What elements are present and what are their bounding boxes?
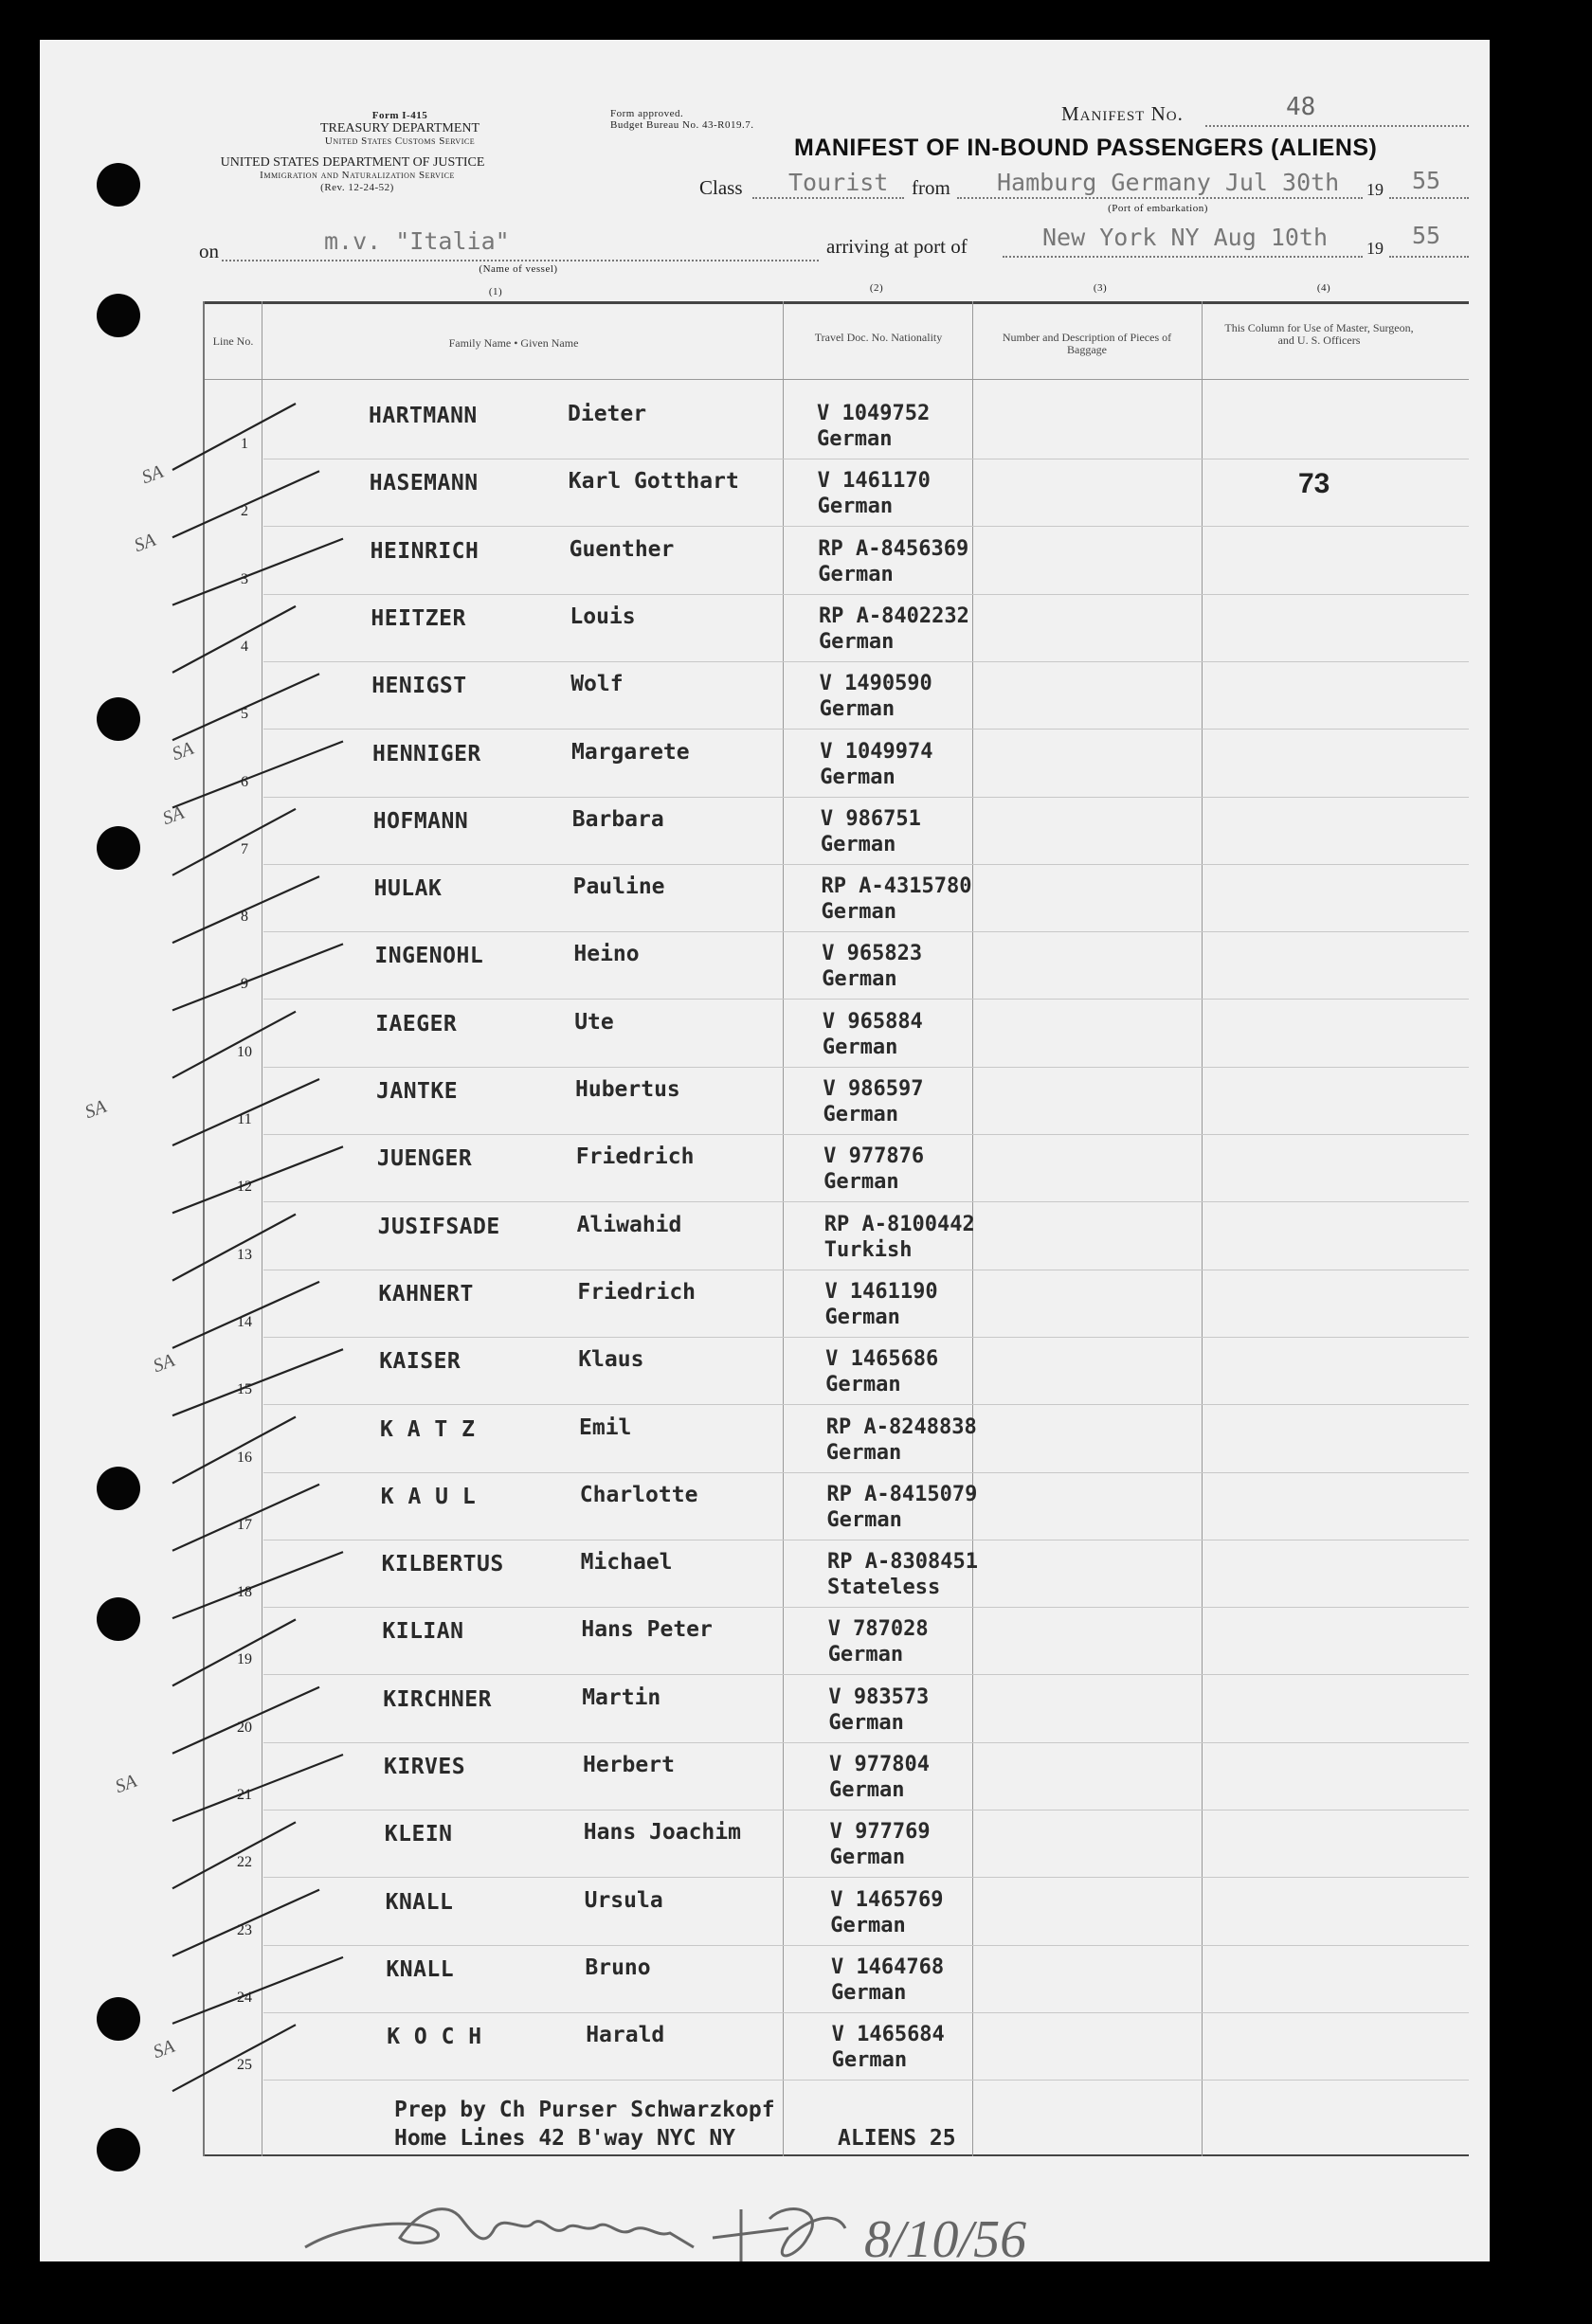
family-name: KILIAN bbox=[382, 1619, 464, 1645]
margin-note: SA bbox=[150, 2035, 178, 2063]
given-name: Ute bbox=[574, 1009, 614, 1035]
col-header-travel: Travel Doc. No. Nationality bbox=[814, 331, 943, 344]
line-number: 20 bbox=[237, 1719, 252, 1736]
travel-doc: V 1464768 bbox=[830, 1955, 945, 1979]
line-number: 3 bbox=[241, 570, 248, 587]
manifest-no-label: Manifest No. bbox=[1061, 102, 1184, 125]
family-name: KAHNERT bbox=[378, 1281, 474, 1306]
prep-by: Prep by Ch Purser Schwarzkopf bbox=[394, 2098, 775, 2122]
given-name: Hubertus bbox=[575, 1077, 680, 1102]
ins-label: Immigration and Naturalization Service bbox=[260, 170, 455, 181]
check-mark bbox=[172, 809, 296, 875]
margin-note: SA bbox=[131, 529, 159, 557]
vessel-caption: (Name of vessel) bbox=[479, 263, 558, 275]
family-name: KNALL bbox=[385, 1889, 454, 1915]
family-name: IAEGER bbox=[375, 1011, 458, 1036]
given-name: Dieter bbox=[568, 402, 647, 426]
given-name: Hans Joachim bbox=[583, 1820, 741, 1846]
line-number: 24 bbox=[237, 1989, 252, 2006]
given-name: Heino bbox=[573, 942, 640, 967]
nationality: German bbox=[823, 1170, 899, 1195]
nationality: German bbox=[829, 1846, 906, 1870]
line-number: 10 bbox=[237, 1043, 252, 1060]
travel-doc: V 977804 bbox=[829, 1753, 930, 1776]
nationality: Turkish bbox=[823, 1237, 913, 1262]
line-number: 21 bbox=[237, 1787, 252, 1803]
check-mark bbox=[172, 471, 319, 537]
nationality: German bbox=[818, 562, 894, 586]
binder-hole bbox=[97, 2128, 140, 2171]
margin-note: SA bbox=[159, 802, 188, 830]
family-name: K O C H bbox=[387, 2025, 482, 2050]
margin-note: SA bbox=[150, 1349, 178, 1378]
nationality: German bbox=[818, 629, 895, 654]
family-name: HENNIGER bbox=[372, 741, 481, 766]
checkmarks-layer bbox=[40, 40, 1490, 2261]
travel-doc: V 986751 bbox=[820, 806, 921, 831]
given-name: Wolf bbox=[570, 672, 624, 697]
given-name: Louis bbox=[570, 604, 636, 629]
check-mark bbox=[172, 1282, 319, 1348]
nationality: German bbox=[820, 832, 896, 856]
check-mark bbox=[172, 2025, 296, 2091]
family-name: HOFMANN bbox=[372, 808, 469, 834]
check-mark bbox=[172, 1215, 296, 1281]
nationality: German bbox=[821, 900, 897, 925]
line-number: 22 bbox=[237, 1854, 252, 1871]
line-number: 2 bbox=[241, 503, 248, 520]
given-name: Margarete bbox=[571, 739, 690, 765]
family-name: JANTKE bbox=[376, 1079, 459, 1104]
line-number: 4 bbox=[241, 638, 248, 655]
family-name: KIRVES bbox=[384, 1755, 466, 1779]
col-num-3: (3) bbox=[1093, 282, 1108, 294]
nationality: German bbox=[822, 1035, 898, 1059]
margin-note: SA bbox=[112, 1770, 140, 1798]
travel-doc: V 787028 bbox=[827, 1617, 929, 1642]
given-name: Charlotte bbox=[579, 1482, 698, 1507]
check-mark bbox=[172, 1552, 343, 1618]
port-caption: (Port of embarkation) bbox=[1108, 203, 1208, 214]
check-mark bbox=[172, 539, 343, 605]
family-name: HEITZER bbox=[371, 605, 466, 631]
col-num-4: (4) bbox=[1316, 282, 1331, 294]
line-number: 17 bbox=[237, 1516, 252, 1533]
signature-date: 8/10/56 bbox=[864, 2210, 1027, 2269]
given-name: Martin bbox=[582, 1684, 661, 1710]
line-number: 23 bbox=[237, 1921, 252, 1938]
arriving-label: arriving at port of bbox=[826, 235, 968, 258]
line-number: 18 bbox=[237, 1584, 252, 1601]
margin-note: SA bbox=[169, 737, 197, 766]
nationality: German bbox=[817, 427, 893, 451]
given-name: Bruno bbox=[585, 1955, 651, 1980]
nationality: German bbox=[823, 1103, 898, 1126]
line-number: 16 bbox=[237, 1449, 252, 1466]
line-number: 11 bbox=[237, 1111, 252, 1127]
line-number: 25 bbox=[237, 2057, 252, 2074]
arrival-year: 55 bbox=[1412, 222, 1441, 249]
class-label: Class bbox=[699, 176, 743, 199]
officer-mark: 73 bbox=[1298, 468, 1330, 499]
line-number: 1 bbox=[241, 436, 248, 452]
family-name: JUSIFSADE bbox=[377, 1214, 500, 1239]
given-name: Aliwahid bbox=[576, 1212, 682, 1237]
travel-doc: V 977876 bbox=[823, 1144, 925, 1169]
nationality: German bbox=[827, 1643, 904, 1667]
from-value: Hamburg Germany Jul 30th bbox=[997, 169, 1340, 196]
nationality: German bbox=[825, 1373, 901, 1397]
travel-doc: V 1465686 bbox=[825, 1347, 939, 1372]
given-name: Herbert bbox=[583, 1753, 675, 1777]
travel-doc: RP A-4315780 bbox=[821, 874, 972, 899]
check-mark bbox=[172, 742, 343, 808]
nationality: German bbox=[829, 1778, 905, 1802]
embark-year: 55 bbox=[1412, 167, 1441, 194]
manifest-page bbox=[40, 40, 1490, 2269]
binder-hole bbox=[97, 1467, 140, 1510]
col-header-name: Family Name • Given Name bbox=[448, 336, 579, 350]
col-num-2: (2) bbox=[869, 282, 884, 294]
travel-doc: RP A-8402232 bbox=[818, 604, 969, 628]
margin-note: SA bbox=[81, 1095, 110, 1124]
family-name: HARTMANN bbox=[369, 404, 478, 428]
nationality: German bbox=[831, 2048, 908, 2073]
travel-doc: V 1490590 bbox=[819, 672, 932, 696]
family-name: K A U L bbox=[380, 1484, 477, 1509]
arrival-value: New York NY Aug 10th bbox=[1042, 224, 1329, 251]
check-mark bbox=[172, 1619, 296, 1685]
form-number: Form I-415 bbox=[371, 110, 428, 121]
check-mark bbox=[172, 1349, 343, 1415]
given-name: Barbara bbox=[571, 806, 664, 832]
aliens-count: ALIENS 25 bbox=[838, 2126, 956, 2151]
travel-doc: RP A-8248838 bbox=[825, 1414, 977, 1439]
binder-hole bbox=[97, 163, 140, 207]
line-number: 19 bbox=[237, 1651, 252, 1668]
family-name: HASEMANN bbox=[369, 471, 479, 496]
family-name: KIRCHNER bbox=[383, 1686, 492, 1712]
check-mark bbox=[172, 606, 296, 673]
line-number: 15 bbox=[237, 1381, 252, 1398]
check-mark bbox=[172, 1485, 319, 1551]
check-mark bbox=[172, 404, 296, 470]
check-mark bbox=[172, 1957, 343, 2024]
col-header-officers: This Column for Use of Master, Surgeon, and U. S. Officers bbox=[1224, 321, 1414, 347]
travel-doc: V 1461190 bbox=[824, 1279, 938, 1304]
doj-label: UNITED STATES DEPARTMENT OF JUSTICE bbox=[220, 155, 485, 170]
travel-doc: V 977769 bbox=[829, 1820, 931, 1845]
check-mark bbox=[172, 1079, 319, 1145]
family-name: HENIGST bbox=[371, 674, 467, 699]
line-number: 13 bbox=[237, 1246, 252, 1263]
travel-doc: V 1049752 bbox=[817, 402, 931, 425]
binder-hole bbox=[97, 1597, 140, 1641]
given-name: Ursula bbox=[584, 1887, 663, 1913]
travel-doc: V 983573 bbox=[828, 1684, 930, 1709]
col-num-1: (1) bbox=[488, 286, 503, 297]
line-number: 7 bbox=[241, 840, 248, 857]
budget-bureau: Budget Bureau No. 43-R019.7. bbox=[610, 119, 754, 131]
line-number: 5 bbox=[241, 706, 248, 723]
family-name: HULAK bbox=[373, 876, 443, 902]
year-prefix-2: 19 bbox=[1366, 239, 1384, 258]
rev-date: (Rev. 12-24-52) bbox=[320, 182, 394, 193]
manifest-number: 48 bbox=[1286, 93, 1316, 121]
line-number: 8 bbox=[241, 909, 248, 926]
check-mark bbox=[172, 1417, 296, 1484]
on-label: on bbox=[199, 240, 219, 262]
given-name: Karl Gotthart bbox=[568, 469, 739, 495]
year-prefix-1: 19 bbox=[1366, 180, 1384, 199]
given-name: Guenther bbox=[569, 536, 675, 562]
given-name: Emil bbox=[579, 1414, 632, 1440]
travel-doc: V 965884 bbox=[822, 1009, 923, 1034]
col-header-baggage: Number and Description of Pieces of Baggage bbox=[1002, 331, 1172, 356]
travel-doc: V 965823 bbox=[822, 942, 923, 966]
check-mark bbox=[172, 1012, 296, 1078]
travel-doc: RP A-8415079 bbox=[826, 1482, 978, 1506]
given-name: Klaus bbox=[578, 1347, 644, 1373]
nationality: German bbox=[825, 1440, 902, 1465]
travel-doc: RP A-8456369 bbox=[818, 536, 969, 561]
binder-hole bbox=[97, 294, 140, 337]
travel-doc: V 1465684 bbox=[831, 2023, 945, 2047]
given-name: Hans Peter bbox=[581, 1617, 713, 1643]
check-mark bbox=[172, 876, 319, 943]
travel-doc: V 1465769 bbox=[830, 1887, 944, 1912]
given-name: Pauline bbox=[572, 874, 665, 900]
customs-service: United States Customs Service bbox=[324, 135, 476, 147]
check-mark bbox=[172, 1755, 343, 1821]
family-name: KILBERTUS bbox=[381, 1552, 504, 1577]
family-name: HEINRICH bbox=[370, 538, 479, 564]
given-name: Friedrich bbox=[577, 1279, 696, 1305]
line-number: 14 bbox=[237, 1313, 252, 1330]
binder-hole bbox=[97, 697, 140, 741]
nationality: German bbox=[819, 697, 896, 722]
check-mark bbox=[172, 1890, 319, 1956]
nationality: German bbox=[830, 1913, 906, 1937]
given-name: Friedrich bbox=[575, 1144, 695, 1170]
treasury-dept: TREASURY DEPARTMENT bbox=[319, 121, 480, 135]
from-label: from bbox=[912, 176, 950, 199]
home-lines: Home Lines 42 B'way NYC NY bbox=[394, 2126, 736, 2151]
check-mark bbox=[172, 944, 343, 1010]
line-number: 12 bbox=[237, 1179, 252, 1196]
family-name: K A T Z bbox=[380, 1416, 476, 1442]
class-value: Tourist bbox=[788, 169, 889, 196]
family-name: INGENOHL bbox=[374, 944, 484, 969]
travel-doc: V 1461170 bbox=[817, 469, 931, 494]
check-mark bbox=[172, 1822, 296, 1888]
check-mark bbox=[172, 674, 319, 740]
travel-doc: RP A-8308451 bbox=[827, 1550, 978, 1575]
vessel-name: m.v. "Italia" bbox=[324, 227, 510, 255]
check-mark bbox=[172, 1146, 343, 1213]
family-name: KLEIN bbox=[384, 1822, 453, 1847]
check-mark bbox=[172, 1687, 319, 1754]
family-name: JUENGER bbox=[376, 1146, 473, 1172]
binder-hole bbox=[97, 826, 140, 870]
given-name: Harald bbox=[586, 2023, 665, 2048]
nationality: German bbox=[824, 1305, 900, 1329]
travel-doc: RP A-8100442 bbox=[823, 1212, 975, 1236]
form-approved: Form approved. bbox=[610, 108, 684, 119]
travel-doc: V 986597 bbox=[823, 1077, 924, 1101]
col-header-line: Line No. bbox=[212, 334, 254, 348]
manifest-title: MANIFEST OF IN-BOUND PASSENGERS (ALIENS) bbox=[794, 135, 1378, 161]
line-number: 9 bbox=[241, 976, 248, 993]
nationality: German bbox=[826, 1507, 902, 1532]
family-name: KNALL bbox=[386, 1956, 455, 1982]
nationality: Stateless bbox=[827, 1576, 941, 1600]
line-number: 6 bbox=[241, 773, 248, 790]
travel-doc: V 1049974 bbox=[820, 739, 933, 764]
nationality: German bbox=[817, 495, 894, 519]
margin-note: SA bbox=[138, 460, 167, 489]
binder-hole bbox=[97, 1997, 140, 2041]
given-name: Michael bbox=[580, 1550, 673, 1576]
nationality: German bbox=[828, 1710, 904, 1735]
nationality: German bbox=[822, 967, 897, 992]
family-name: KAISER bbox=[379, 1349, 461, 1375]
nationality: German bbox=[820, 765, 896, 789]
nationality: German bbox=[830, 1980, 907, 2005]
